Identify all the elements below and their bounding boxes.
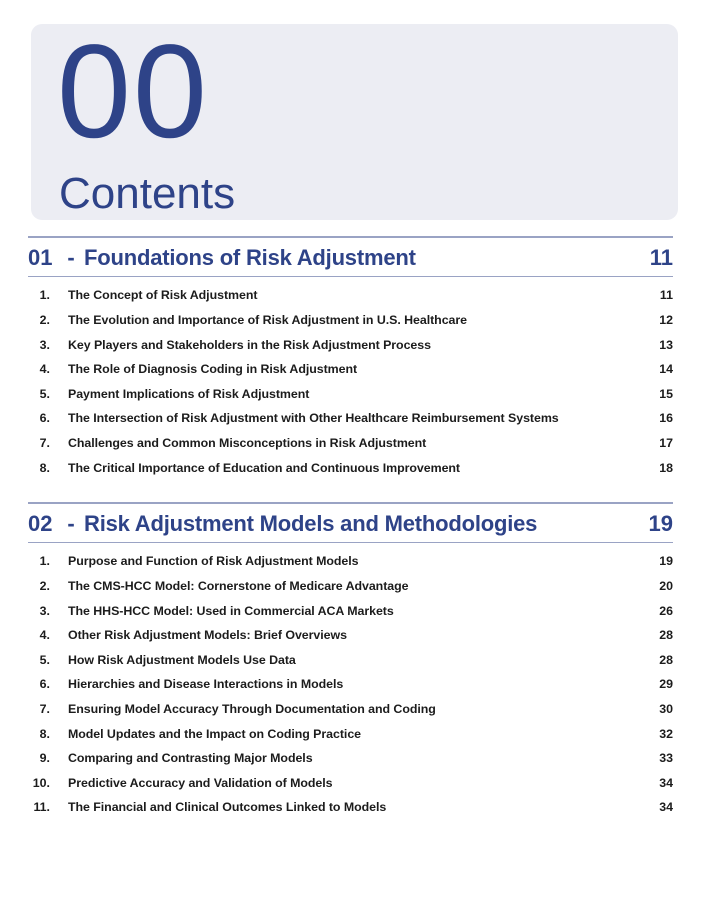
toc-entry[interactable]	[28, 455, 673, 480]
entry-title: Other Risk Adjustment Models: Brief Overviews	[68, 628, 347, 643]
toc-entry[interactable]	[28, 406, 673, 431]
entry-number: 4.	[39, 628, 50, 643]
section-separator: -	[67, 245, 75, 270]
entry-page-number: 34	[659, 775, 673, 790]
toc-entry[interactable]	[28, 746, 673, 771]
toc-entry[interactable]	[28, 648, 673, 673]
toc-section	[28, 502, 673, 830]
entry-number: 7.	[39, 435, 50, 450]
toc-entry[interactable]	[28, 574, 673, 599]
entry-number: 9.	[39, 751, 50, 766]
toc-entry[interactable]	[28, 722, 673, 747]
entry-title: Payment Implications of Risk Adjustment	[68, 386, 310, 401]
entry-number: 6.	[39, 411, 50, 426]
entry-title: Hierarchies and Disease Interactions in Models	[68, 677, 344, 692]
entry-number: 5.	[39, 386, 50, 401]
section-entry-list	[28, 543, 673, 830]
entry-number: 3.	[39, 603, 50, 618]
toc-entry[interactable]	[28, 549, 673, 574]
entry-number: 3.	[39, 337, 50, 352]
entry-page-number: 28	[659, 652, 673, 667]
entry-page-number: 30	[659, 702, 673, 716]
entry-page-number: 20	[659, 579, 673, 594]
entry-page-number: 15	[659, 386, 673, 401]
entry-page-number: 34	[659, 800, 673, 815]
entry-number: 1.	[39, 554, 50, 569]
toc-entry[interactable]	[28, 431, 673, 456]
toc-section	[28, 236, 673, 490]
table-of-contents	[28, 236, 673, 830]
section-header[interactable]	[28, 504, 673, 542]
entry-title: The Intersection of Risk Adjustment with Other Healthcare Reimbursement Systems	[68, 411, 559, 426]
page-title: Contents	[59, 169, 236, 218]
section-number: 02	[28, 511, 53, 537]
section-title: Risk Adjustment Models and Methodologies	[84, 511, 538, 537]
entry-title: The CMS-HCC Model: Cornerstone of Medicare Advantage	[68, 579, 409, 594]
entry-page-number: 33	[659, 751, 673, 766]
entry-title: Challenges and Common Misconceptions in Risk Adjustment	[68, 435, 427, 450]
entry-page-number: 12	[659, 312, 673, 327]
entry-page-number: 17	[659, 435, 673, 450]
section-title: Foundations of Risk Adjustment	[84, 245, 416, 270]
toc-entry[interactable]	[28, 332, 673, 357]
toc-entry[interactable]	[28, 771, 673, 796]
toc-entry[interactable]	[28, 308, 673, 333]
entry-number: 4.	[39, 362, 50, 377]
entry-number: 5.	[39, 652, 50, 667]
section-entry-list	[28, 277, 673, 490]
entry-number: 6.	[39, 677, 50, 692]
entry-title: The Role of Diagnosis Coding in Risk Adjustment	[68, 362, 358, 377]
entry-number: 7.	[39, 702, 50, 716]
toc-entry[interactable]	[28, 382, 673, 407]
entry-title: The Evolution and Importance of Risk Adjustment in U.S. Healthcare	[68, 312, 467, 327]
toc-entry[interactable]	[28, 697, 673, 722]
entry-page-number: 18	[659, 460, 673, 475]
toc-entry[interactable]	[28, 623, 673, 648]
toc-entry[interactable]	[28, 795, 673, 820]
entry-number: 10.	[32, 775, 50, 790]
entry-title: Purpose and Function of Risk Adjustment Models	[68, 554, 359, 569]
entry-page-number: 28	[659, 628, 673, 643]
entry-number: 2.	[39, 312, 50, 327]
entry-page-number: 19	[659, 554, 673, 569]
section-page-number: 11	[649, 245, 673, 270]
entry-number: 8.	[39, 726, 50, 741]
cover-panel	[31, 18, 678, 220]
entry-title: The HHS-HCC Model: Used in Commercial ACA Markets	[68, 603, 394, 618]
entry-title: How Risk Adjustment Models Use Data	[68, 652, 296, 667]
toc-entry[interactable]	[28, 357, 673, 382]
entry-title: The Financial and Clinical Outcomes Linked to Models	[68, 800, 387, 815]
section-number: 01	[28, 245, 53, 270]
entry-title: Predictive Accuracy and Validation of Models	[68, 775, 333, 790]
cover-chapter-number: 00	[57, 18, 209, 166]
entry-title: The Concept of Risk Adjustment	[68, 288, 258, 303]
entry-number: 2.	[39, 579, 50, 594]
entry-page-number: 29	[659, 677, 673, 692]
toc-entry[interactable]	[28, 672, 673, 697]
entry-title: Model Updates and the Impact on Coding Practice	[68, 726, 361, 741]
section-page-number: 19	[648, 511, 673, 537]
entry-page-number: 26	[659, 603, 673, 618]
entry-page-number: 16	[659, 411, 673, 426]
entry-number: 1.	[39, 288, 50, 303]
entry-page-number: 32	[659, 726, 673, 741]
entry-title: Comparing and Contrasting Major Models	[68, 751, 313, 766]
section-header[interactable]	[28, 238, 673, 276]
entry-title: Ensuring Model Accuracy Through Documentation and Coding	[68, 702, 436, 716]
entry-number: 11.	[33, 800, 50, 815]
section-separator: -	[67, 511, 75, 537]
entry-number: 8.	[39, 460, 50, 475]
entry-page-number: 14	[659, 362, 673, 377]
entry-page-number: 13	[659, 337, 673, 352]
entry-title: Key Players and Stakeholders in the Risk Adjustment Process	[68, 337, 431, 352]
entry-title: The Critical Importance of Education and Continuous Improvement	[68, 460, 461, 475]
toc-entry[interactable]	[28, 283, 673, 308]
entry-page-number: 11	[659, 288, 673, 303]
toc-entry[interactable]	[28, 599, 673, 624]
